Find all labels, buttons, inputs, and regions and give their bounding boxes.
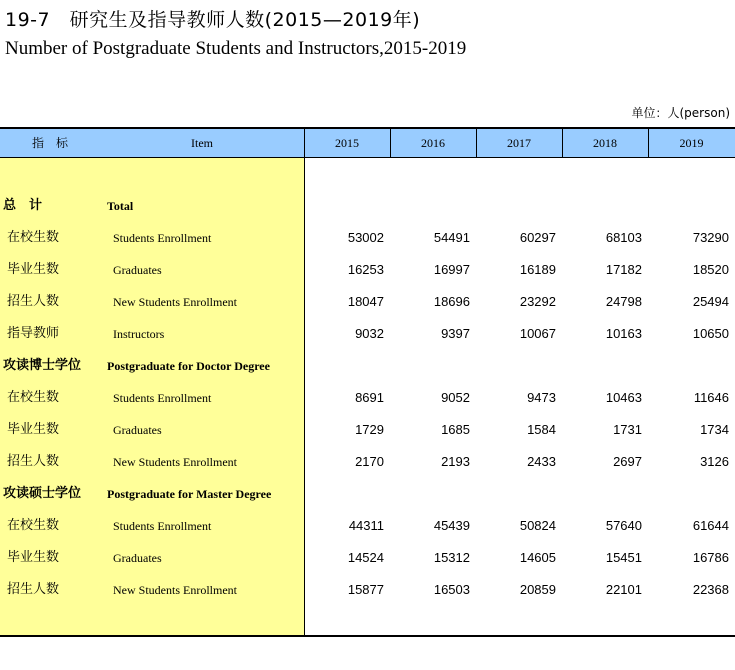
table-row xyxy=(0,254,735,286)
header-year-2017: 2017 xyxy=(507,136,531,150)
value-cell-2018: 15451 xyxy=(605,550,642,565)
table-row xyxy=(0,382,735,414)
column-divider xyxy=(648,129,649,157)
value-cell-2016: 2193 xyxy=(441,454,470,469)
value-cell-2018: 2697 xyxy=(613,454,642,469)
unit-label: 单位：人(person) xyxy=(631,106,730,120)
row-label-chinese: 毕业生数 xyxy=(7,550,60,565)
value-cell-2017: 10067 xyxy=(519,326,556,341)
row-label-english: Graduates xyxy=(113,423,162,437)
row-label-chinese: 招生人数 xyxy=(7,582,60,597)
value-cell-2015: 14524 xyxy=(347,550,384,565)
table-row xyxy=(0,414,735,446)
row-label-english: Graduates xyxy=(113,551,162,565)
value-cell-2015: 53002 xyxy=(347,230,384,245)
row-label-english: New Students Enrollment xyxy=(113,583,237,597)
bottom-rule xyxy=(0,635,735,637)
value-cell-2018: 57640 xyxy=(605,518,642,533)
row-label-chinese: 招生人数 xyxy=(7,294,60,309)
value-cell-2016: 15312 xyxy=(433,550,470,565)
column-divider xyxy=(476,129,477,157)
header-year-2019: 2019 xyxy=(679,136,704,150)
value-cell-2016: 16997 xyxy=(433,262,470,277)
value-cell-2016: 9052 xyxy=(441,390,470,405)
value-cell-2018: 22101 xyxy=(605,582,642,597)
section-header-row xyxy=(0,478,735,510)
value-cell-2019: 18520 xyxy=(692,262,729,277)
row-label-chinese: 招生人数 xyxy=(7,454,60,469)
header-item-en: Item xyxy=(191,136,213,150)
row-label-chinese: 攻读博士学位 xyxy=(3,358,82,373)
section-header-row xyxy=(0,190,735,222)
row-label-english: Students Enrollment xyxy=(113,391,212,405)
row-label-chinese: 攻读硕士学位 xyxy=(3,486,82,501)
value-cell-2019: 3126 xyxy=(700,454,729,469)
value-cell-2019: 22368 xyxy=(692,582,729,597)
value-cell-2015: 16253 xyxy=(347,262,384,277)
row-label-chinese: 在校生数 xyxy=(7,390,60,405)
value-cell-2017: 2433 xyxy=(527,454,556,469)
value-cell-2019: 10650 xyxy=(692,326,729,341)
value-cell-2019: 61644 xyxy=(692,518,729,533)
table-row xyxy=(0,574,735,606)
table-row xyxy=(0,222,735,254)
table-row xyxy=(0,318,735,350)
value-cell-2016: 1685 xyxy=(441,422,470,437)
value-cell-2017: 50824 xyxy=(519,518,556,533)
value-cell-2019: 16786 xyxy=(692,550,729,565)
value-cell-2019: 73290 xyxy=(692,230,729,245)
row-label-chinese: 在校生数 xyxy=(7,230,60,245)
value-cell-2018: 1731 xyxy=(613,422,642,437)
header-year-2015: 2015 xyxy=(335,136,359,150)
header-year-2016: 2016 xyxy=(421,136,445,150)
row-label-chinese: 指导教师 xyxy=(7,326,60,341)
value-cell-2015: 8691 xyxy=(355,390,384,405)
header-year-2018: 2018 xyxy=(593,136,617,150)
row-label-chinese: 在校生数 xyxy=(7,518,60,533)
value-cell-2018: 17182 xyxy=(605,262,642,277)
value-cell-2017: 9473 xyxy=(527,390,556,405)
value-cell-2016: 54491 xyxy=(433,230,470,245)
value-cell-2017: 14605 xyxy=(519,550,556,565)
value-cell-2017: 23292 xyxy=(519,294,556,309)
column-divider xyxy=(390,129,391,157)
value-cell-2015: 15877 xyxy=(347,582,384,597)
header-indicator-cn: 指 标 xyxy=(31,136,68,150)
value-cell-2016: 16503 xyxy=(433,582,470,597)
value-cell-2015: 1729 xyxy=(355,422,384,437)
table-row xyxy=(0,446,735,478)
row-label-english: Students Enrollment xyxy=(113,231,212,245)
section-header-row xyxy=(0,350,735,382)
table-row xyxy=(0,286,735,318)
value-cell-2016: 9397 xyxy=(441,326,470,341)
value-cell-2018: 68103 xyxy=(605,230,642,245)
value-cell-2019: 11646 xyxy=(693,390,729,405)
row-label-english: Students Enrollment xyxy=(113,519,212,533)
row-label-chinese: 总 计 xyxy=(3,198,43,213)
value-cell-2018: 24798 xyxy=(605,294,642,309)
value-cell-2017: 16189 xyxy=(519,262,556,277)
value-cell-2019: 25494 xyxy=(692,294,729,309)
row-label-english: New Students Enrollment xyxy=(113,295,237,309)
row-label-chinese: 毕业生数 xyxy=(7,422,60,437)
value-cell-2015: 9032 xyxy=(355,326,384,341)
column-divider xyxy=(562,129,563,157)
value-cell-2015: 44311 xyxy=(348,518,384,533)
table-title-english: Number of Postgraduate Students and Instructors,2015-2019 xyxy=(5,38,467,59)
row-label-english: Total xyxy=(107,199,134,213)
table-row xyxy=(0,510,735,542)
row-label-english: Postgraduate for Master Degree xyxy=(107,487,272,501)
table-row xyxy=(0,542,735,574)
row-label-english: Postgraduate for Doctor Degree xyxy=(107,359,270,373)
value-cell-2015: 2170 xyxy=(355,454,384,469)
row-label-english: New Students Enrollment xyxy=(113,455,237,469)
row-label-english: Graduates xyxy=(113,263,162,277)
value-cell-2019: 1734 xyxy=(700,422,729,437)
table-title-chinese: 19-7 研究生及指导教师人数(2015—2019年) xyxy=(5,9,421,31)
value-cell-2016: 18696 xyxy=(433,294,470,309)
value-cell-2018: 10163 xyxy=(605,326,642,341)
value-cell-2015: 18047 xyxy=(347,294,384,309)
row-label-chinese: 毕业生数 xyxy=(7,262,60,277)
row-label-english: Instructors xyxy=(113,327,165,341)
value-cell-2017: 1584 xyxy=(527,422,556,437)
table-header xyxy=(0,129,735,158)
value-cell-2018: 10463 xyxy=(605,390,642,405)
value-cell-2017: 60297 xyxy=(519,230,556,245)
value-cell-2016: 45439 xyxy=(433,518,470,533)
value-cell-2017: 20859 xyxy=(519,582,556,597)
